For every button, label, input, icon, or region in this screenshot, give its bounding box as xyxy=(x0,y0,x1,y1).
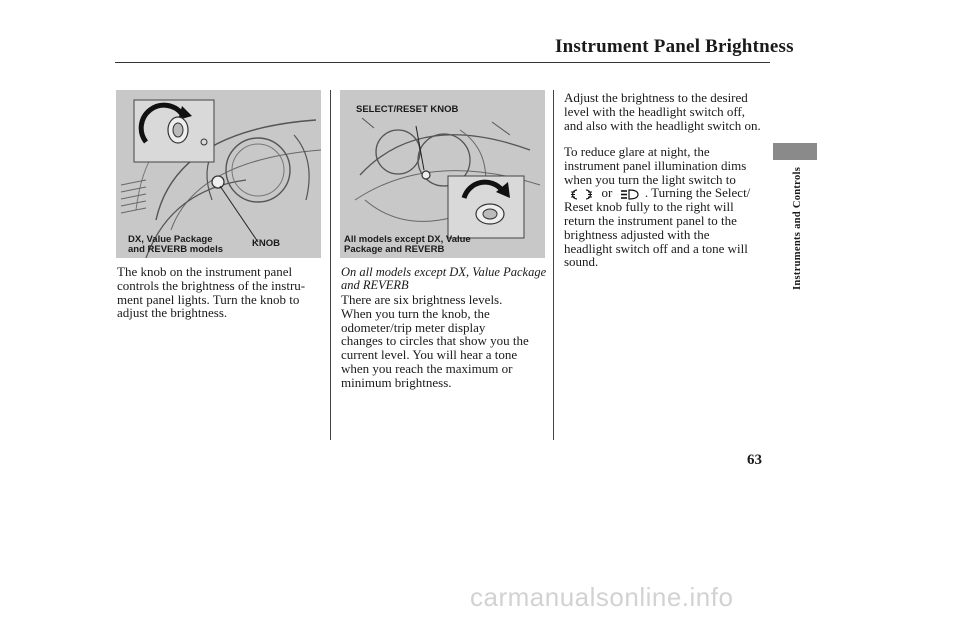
figure-knob-label: SELECT/RESET KNOB xyxy=(356,104,459,115)
dashboard-illustration xyxy=(116,90,321,258)
section-tab-marker xyxy=(773,143,817,160)
figure-models-label: All models except DX, Value Package and REVERB xyxy=(344,234,471,255)
figure-knob-label: KNOB xyxy=(252,238,280,249)
dashboard-illustration xyxy=(340,90,545,258)
light-switch-line: or . Turning the Select/ xyxy=(564,186,774,200)
column-divider xyxy=(553,90,554,440)
page-number: 63 xyxy=(747,452,762,468)
watermark: carmanualsonline.info xyxy=(470,582,734,612)
glare-paragraph: To reduce glare at night, the instrument panel illumination dims when you turn the light switch to or . Turning the Select/ Reset knob fully to the right will return the instrument panel to the brightness adjusted with the headlight switch off and a tone will sound. xyxy=(564,145,774,269)
column-divider xyxy=(330,90,331,440)
adjust-brightness-paragraph: Adjust the brightness to the desired level with the headlight switch off, and also with the headlight switch on. xyxy=(564,90,761,133)
knob-description: The knob on the instrument panel controls the brightness of the instru- ment panel lights. Turn the knob to adjust the brightness. xyxy=(117,264,306,321)
figure-models-label: DX, Value Package and REVERB models xyxy=(128,234,224,255)
figure-select-reset-knob xyxy=(340,90,545,258)
models-subheading: On all models except DX, Value Package and REVERB xyxy=(341,265,547,292)
section-label: Instruments and Controls xyxy=(792,166,803,290)
header-rule xyxy=(115,62,770,63)
brightness-levels-description: There are six brightness levels. When you turn the knob, the odometer/trip meter display changes to circles that show you the current level. You will hear a tone when you reach the maximum or minimum brightness. xyxy=(341,292,529,390)
figure-dx-knob xyxy=(116,90,321,258)
page-title: Instrument Panel Brightness xyxy=(555,36,794,57)
